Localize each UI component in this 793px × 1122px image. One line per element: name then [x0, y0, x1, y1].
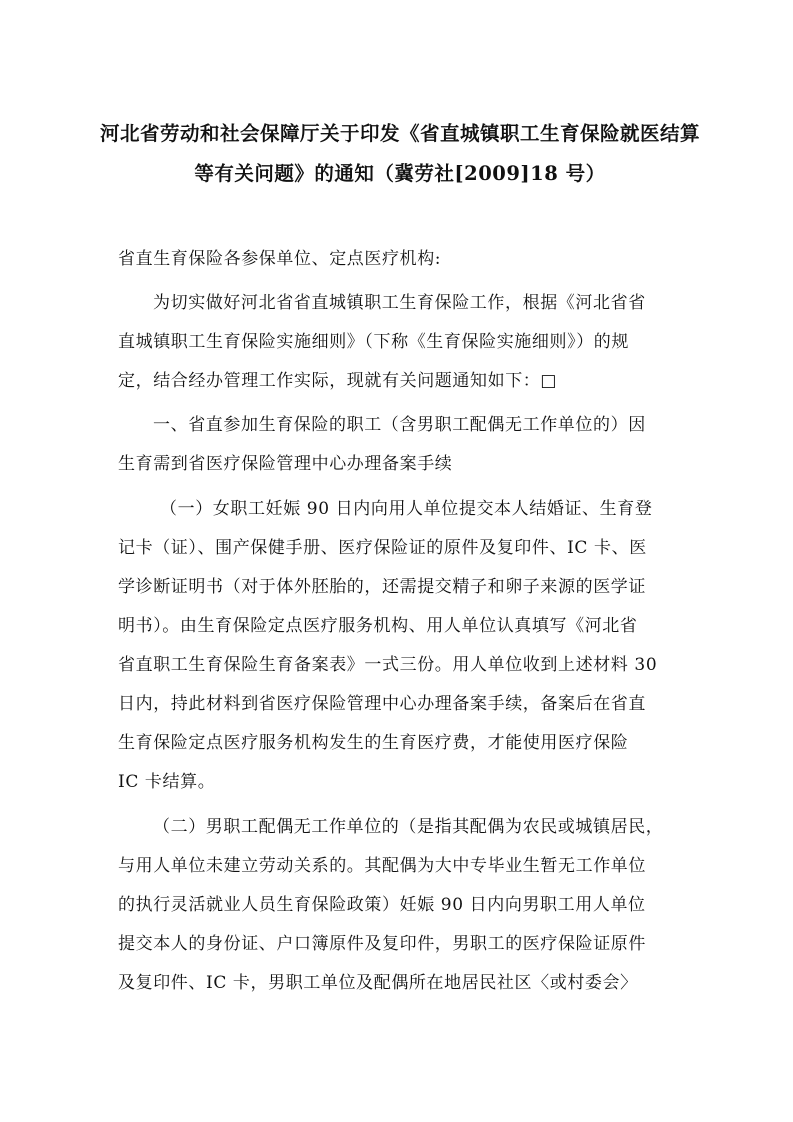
body-line: 记卡（证）、围产保健手册、医疗保险证的原件及复印件、IC 卡、医 — [118, 538, 647, 558]
body-line: 及复印件、IC 卡，男职工单位及配偶所在地居民社区〈或村委会〉 — [118, 973, 638, 993]
body-line: 的执行灵活就业人员生育保险政策）妊娠 90 日内向男职工用人单位 — [118, 895, 646, 915]
body-line: 省直职工生育保险生育备案表》一式三份。用人单位收到上述材料 30 — [118, 655, 658, 675]
salutation: 省直生育保险各参保单位、定点医疗机构: — [118, 249, 442, 269]
body-line: 为切实做好河北省省直城镇职工生育保险工作，根据《河北省省 — [153, 293, 646, 313]
body-line: 学诊断证明书（对于体外胚胎的，还需提交精子和卵子来源的医学证 — [118, 577, 646, 597]
body-line: 直城镇职工生育保险实施细则》（下称《生育保险实施细则》）的规 — [118, 332, 629, 352]
body-line: 提交本人的身份证、户口簿原件及复印件，男职工的医疗保险证原件 — [118, 934, 646, 954]
body-line: 日内，持此材料到省医疗保险管理中心办理备案手续，备案后在省直 — [118, 694, 646, 714]
body-line: （一）女职工妊娠 90 日内向用人单位提交本人结婚证、生育登 — [160, 499, 653, 519]
body-line: 与用人单位未建立劳动关系的。其配偶为大中专毕业生暂无工作单位 — [118, 856, 646, 876]
document-title-line-1: 河北省劳动和社会保障厅关于印发《省直城镇职工生育保险就医结算 — [100, 122, 701, 145]
section-heading-1: 一、省直参加生育保险的职工（含男职工配偶无工作单位的）因 — [153, 415, 646, 435]
section-heading-1-cont: 生育需到省医疗保险管理中心办理备案手续 — [118, 454, 453, 474]
body-line: 定，结合经办管理工作实际，现就有关问题通知如下：□ — [118, 371, 558, 391]
body-line: （二）男职工配偶无工作单位的（是指其配偶为农民或城镇居民， — [153, 817, 664, 837]
body-line: 明书）。由生育保险定点医疗服务机构、用人单位认真填写《河北省 — [118, 616, 638, 636]
body-line: IC 卡结算。 — [118, 772, 216, 792]
document-title-line-2: 等有关问题》的通知（冀劳社[2009]18 号） — [194, 162, 606, 185]
body-line: 生育保险定点医疗服务机构发生的生育医疗费，才能使用医疗保险 — [118, 733, 629, 753]
